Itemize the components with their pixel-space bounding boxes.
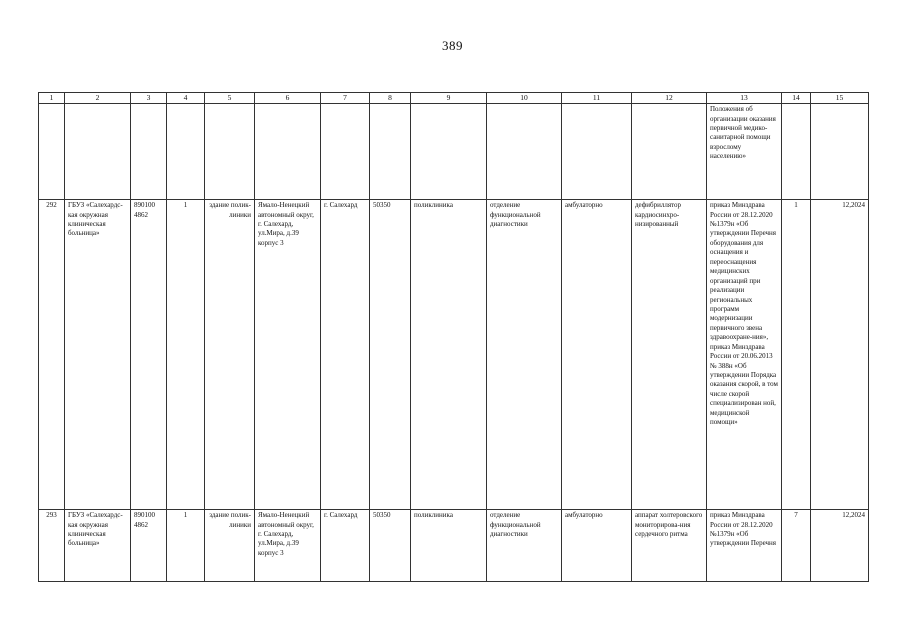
column-number: 12 [632,93,707,104]
address-cell: Ямало-Ненецкий автономный округ, г. Салехард, ул.Мира, д.39 корпус 3 [255,200,321,510]
table-cell [167,104,205,200]
legal-basis-cell: приказ Минздрава России от 28.12.2020 №1379н «Об утверждении Перечня оборудования для оснащения и переоснащения медицинских организаций при реализации региональных программ модернизации первичного звена здравоохране-ния», приказ Минздрава России от 20.06.2013 № 388н «Об утверждении Порядка оказания скорой, в том числе скорой специализирован ной, медицинской помощи» [707,200,782,510]
legal-basis-cell: Положения об организации оказания первичной медико-санитарной помощи взрослому населению» [707,104,782,200]
department-cell: отделение функциональной диагностики [487,510,562,582]
column-number: 6 [255,93,321,104]
page-number: 389 [442,38,463,53]
equipment-cell: дефибриллятор кардиосинхро-низированный [632,200,707,510]
column-number: 8 [370,93,411,104]
building-cell: здание полик-линики [205,510,255,582]
department-cell: отделение функциональной диагностики [487,200,562,510]
inn-cell: 890100 4862 [131,510,167,582]
row-number-cell: 293 [39,510,65,582]
count-cell: 1 [167,200,205,510]
column-number: 14 [782,93,811,104]
column-number: 2 [65,93,131,104]
date-cell: 12,2024 [811,510,869,582]
table-cell [562,104,632,200]
table-row-continued [39,104,869,200]
table-cell [131,104,167,200]
table-cell [782,104,811,200]
code-cell: 50350 [370,510,411,582]
table-cell [65,104,131,200]
code-cell: 50350 [370,200,411,510]
column-number: 1 [39,93,65,104]
table-row [39,200,869,510]
table-row [39,510,869,582]
column-number: 11 [562,93,632,104]
organization-cell: ГБУЗ «Салехардс-кая окружная клиническая больница» [65,510,131,582]
column-number: 3 [131,93,167,104]
date-cell: 12,2024 [811,200,869,510]
facility-type-cell: поликлиника [411,510,487,582]
column-number: 9 [411,93,487,104]
column-number: 15 [811,93,869,104]
equipment-table [38,92,869,582]
column-number: 4 [167,93,205,104]
table-cell [411,104,487,200]
facility-type-cell: поликлиника [411,200,487,510]
legal-basis-cell: приказ Минздрава России от 28.12.2020 №1379н «Об утверждении Перечня [707,510,782,582]
column-number-row [39,93,869,104]
building-cell: здание полик-линики [205,200,255,510]
quantity-cell: 7 [782,510,811,582]
row-number-cell: 292 [39,200,65,510]
table-cell [39,104,65,200]
equipment-cell: аппарат холтеровского мониторирова-ния сердечного ритма [632,510,707,582]
quantity-cell: 1 [782,200,811,510]
table-cell [255,104,321,200]
table-cell [811,104,869,200]
table-cell [205,104,255,200]
table-cell [487,104,562,200]
table-cell [370,104,411,200]
address-cell: Ямало-Ненецкий автономный округ, г. Салехард, ул.Мира, д.39 корпус 3 [255,510,321,582]
city-cell: г. Салехард [321,200,370,510]
organization-cell: ГБУЗ «Салехардс-кая окружная клиническая больница» [65,200,131,510]
table-cell [632,104,707,200]
care-mode-cell: амбулаторно [562,510,632,582]
column-number: 7 [321,93,370,104]
city-cell: г. Салехард [321,510,370,582]
column-number: 5 [205,93,255,104]
column-number: 10 [487,93,562,104]
column-number: 13 [707,93,782,104]
count-cell: 1 [167,510,205,582]
table-cell [321,104,370,200]
care-mode-cell: амбулаторно [562,200,632,510]
inn-cell: 890100 4862 [131,200,167,510]
